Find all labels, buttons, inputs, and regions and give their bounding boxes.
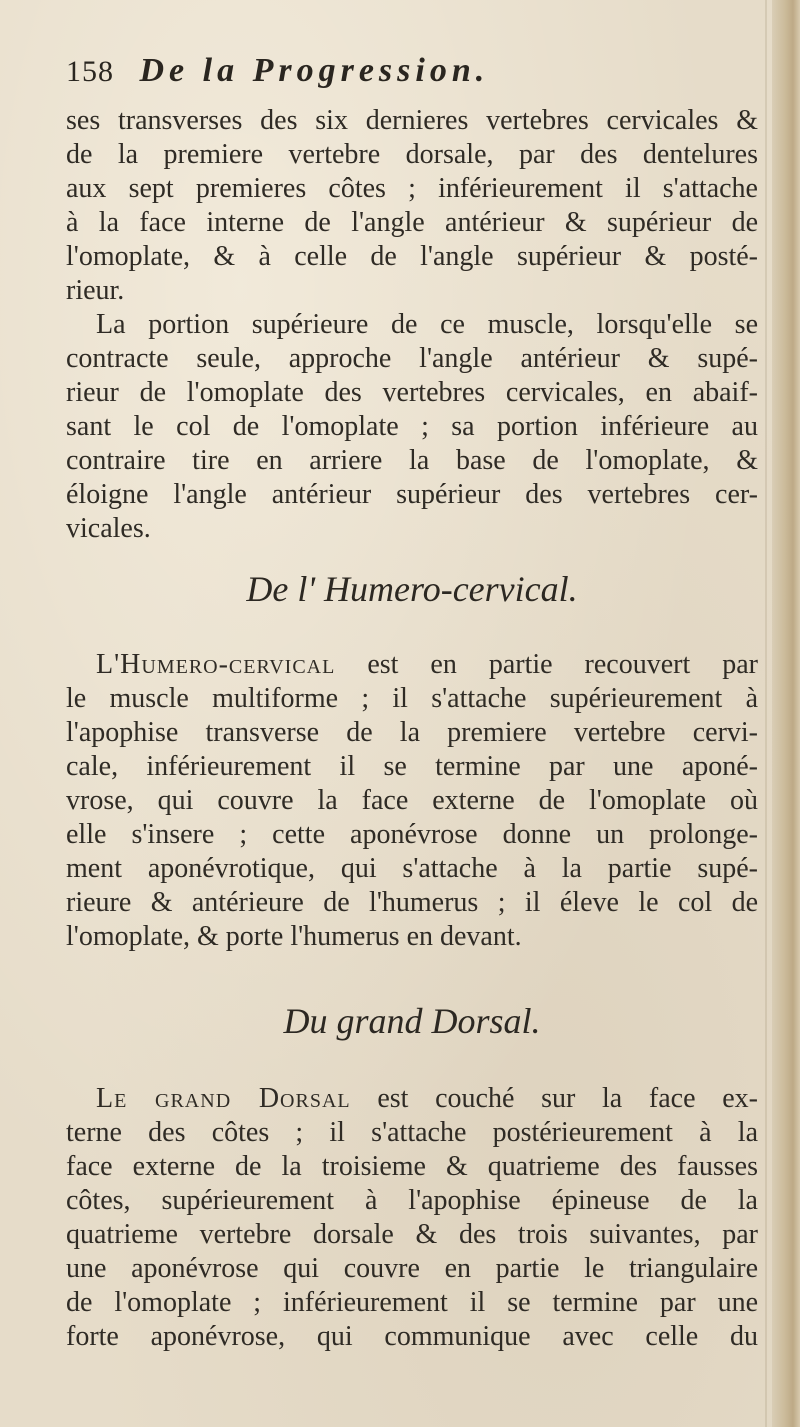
text-line: côtes, supérieurement à l'apophise épineuse de la bbox=[66, 1185, 758, 1216]
section-heading-grand-dorsal: Du grand Dorsal. bbox=[283, 1001, 541, 1041]
page-edge bbox=[772, 0, 800, 1427]
text-line: contracte seule, approche l'angle antérieur & supé- bbox=[66, 343, 758, 374]
text-line: l'omoplate, & à celle de l'angle supérieur & posté- bbox=[66, 241, 758, 272]
text-line: éloigne l'angle antérieur supérieur des vertebres cer- bbox=[66, 479, 758, 510]
text-line: l'omoplate, & porte l'humerus en devant. bbox=[66, 921, 522, 952]
text-line: le muscle multiforme ; il s'attache supérieurement à bbox=[66, 683, 758, 714]
lead-term: Le grand Dorsal bbox=[96, 1083, 351, 1114]
text-line: rieur de l'omoplate des vertebres cervicales, en abaif- bbox=[66, 377, 758, 408]
text-line: rieur. bbox=[66, 275, 125, 306]
text-line: La portion supérieure de ce muscle, lorsqu'elle se bbox=[96, 309, 758, 340]
text-line: une aponévrose qui couvre en partie le triangulaire bbox=[66, 1253, 758, 1284]
section-heading-humero-cervical: De l' Humero-cervical. bbox=[246, 569, 578, 609]
text-run: est en partie recouvert par bbox=[367, 649, 758, 680]
text-line: face externe de la troisieme & quatrieme des fausses bbox=[66, 1151, 758, 1182]
page-number: 158 bbox=[66, 55, 114, 88]
running-title: De la Progression. bbox=[139, 52, 490, 89]
text-line: rieure & antérieure de l'humerus ; il éleve le col de bbox=[66, 887, 758, 918]
text-line: aux sept premieres côtes ; inférieurement il s'attache bbox=[66, 173, 758, 204]
text-run: est couché sur la face ex- bbox=[377, 1083, 758, 1114]
running-header bbox=[66, 52, 758, 96]
text-line: terne des côtes ; il s'attache postérieurement à la bbox=[66, 1117, 758, 1148]
text-line: de la premiere vertebre dorsale, par des dentelures bbox=[66, 139, 758, 170]
text-line: l'apophise transverse de la premiere vertebre cervi- bbox=[66, 717, 758, 748]
text-line: vrose, qui couvre la face externe de l'omoplate où bbox=[66, 785, 758, 816]
text-line bbox=[96, 648, 758, 682]
text-line: elle s'insere ; cette aponévrose donne un prolonge- bbox=[66, 819, 758, 850]
text-line: ment aponévrotique, qui s'attache à la partie supé- bbox=[66, 853, 758, 884]
text-line: de l'omoplate ; inférieurement il se termine par une bbox=[66, 1287, 758, 1318]
text-line: sant le col de l'omoplate ; sa portion inférieure au bbox=[66, 411, 758, 442]
text-line: à la face interne de l'angle antérieur & supérieur de bbox=[66, 207, 758, 238]
lead-term: L'Humero-cervical bbox=[96, 649, 336, 680]
text-line: ses transverses des six dernieres vertebres cervicales & bbox=[66, 105, 758, 136]
page-fold-shadow bbox=[765, 0, 767, 1427]
text-line: quatrieme vertebre dorsale & des trois suivantes, par bbox=[66, 1219, 758, 1250]
text-line: vicales. bbox=[66, 513, 151, 544]
text-line: forte aponévrose, qui communique avec celle du bbox=[66, 1321, 758, 1352]
text-line bbox=[96, 1082, 758, 1116]
text-line: cale, inférieurement il se termine par une aponé- bbox=[66, 751, 758, 782]
text-line: contraire tire en arriere la base de l'omoplate, & bbox=[66, 445, 758, 476]
